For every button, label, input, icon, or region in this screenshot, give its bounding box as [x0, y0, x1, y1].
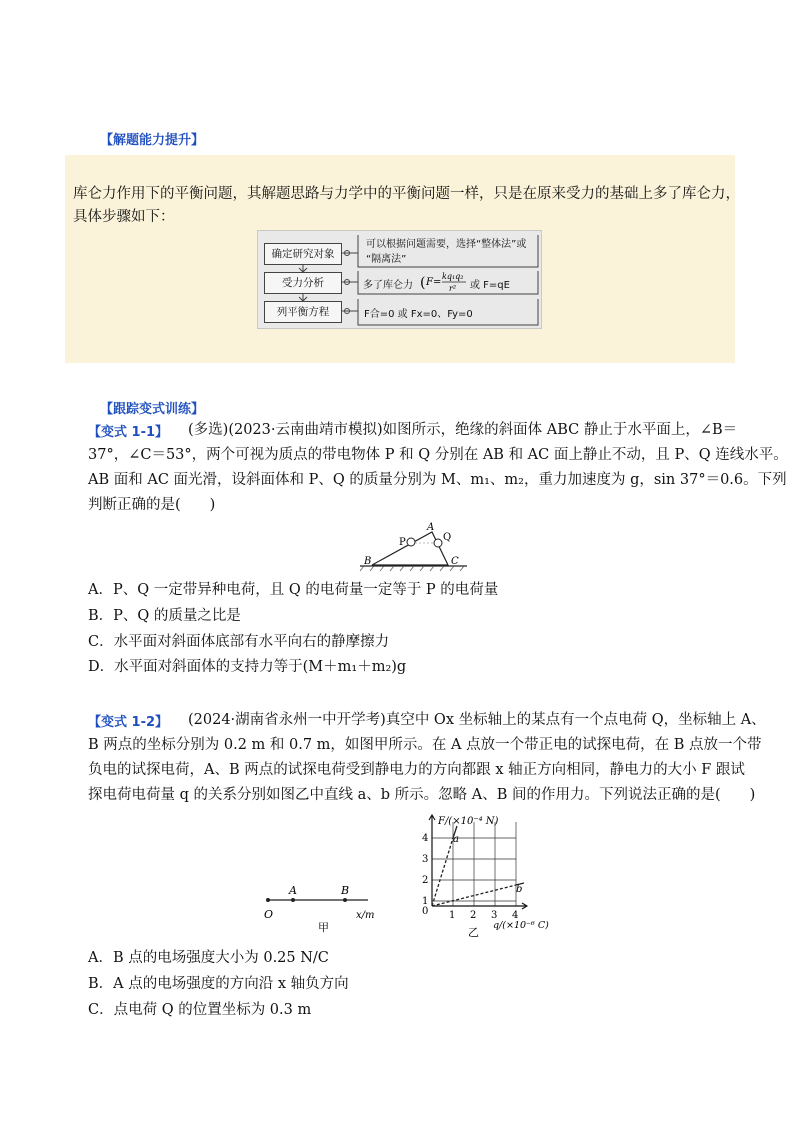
q2-option-a: A．B 点的电场强度大小为 0.25 N/C	[88, 950, 329, 966]
procedure-flowchart	[257, 230, 542, 329]
q2-tag: 【变式 1-2】	[88, 715, 169, 730]
yi-line-a-label: a	[453, 834, 459, 845]
q1-line-4: 判断正确的是( )	[88, 497, 216, 513]
tip-line-1: 库仑力作用下的平衡问题，其解题思路与力学中的平衡问题一样，只是在原来受力的基础上多了库仑力，	[73, 186, 740, 202]
svg-text:kq₁q₂: kq₁q₂	[442, 272, 464, 281]
svg-text:F=: F=	[426, 277, 442, 288]
flow-note-2b: 或 F=qE	[470, 280, 510, 291]
yi-caption: 乙	[468, 926, 479, 939]
jia-label-O: O	[264, 908, 274, 921]
flow-note-2a: 多了库仑力	[363, 280, 413, 291]
flow-step-3: 列平衡方程	[264, 301, 342, 323]
yi-origin: 0	[422, 906, 429, 917]
q1-option-b: B．P、Q 的质量之比是	[88, 608, 241, 624]
yi-xlabel: q/(×10⁻⁶ C)	[493, 920, 549, 931]
figure-label-A: A	[427, 522, 435, 533]
q1-option-a: A．P、Q 一定带异种电荷，且 Q 的电荷量一定等于 P 的电荷量	[88, 582, 499, 598]
flow-note-3: F合=0 或 Fx=0、Fy=0	[364, 309, 473, 320]
yi-line-b-label: b	[516, 884, 523, 895]
flow-note-1b: “隔离法”	[366, 254, 407, 265]
incline-figure	[352, 522, 472, 572]
q1-tag: 【变式 1-1】	[88, 425, 169, 440]
flow-step-2: 受力分析	[264, 272, 342, 294]
jia-label-A: A	[289, 884, 297, 897]
q1-line-3: AB 面和 AC 面光滑，设斜面体和 P、Q 的质量分别为 M、m₁、m₂，重力加速度为 g，sin 37°＝0.6。下列	[88, 472, 787, 488]
q2-line-1: (2024·湖南省永州一中开学考)真空中 Ox 坐标轴上的某点有一个点电荷 Q，坐标轴上 A、	[188, 712, 766, 728]
q1-line-1: (多选)(2023·云南曲靖市模拟)如图所示，绝缘的斜面体 ABC 静止于水平面上，∠B＝	[188, 422, 738, 438]
figure-label-B: B	[364, 556, 372, 567]
yi-xtick-3: 3	[491, 910, 498, 921]
flow-note-1a: 可以根据问题需要，选择“整体法”或	[366, 239, 527, 250]
figure-label-Q: Q	[443, 532, 452, 543]
q1-line-2: 37°，∠C＝53°，两个可视为质点的带电物体 P 和 Q 分别在 AB 和 AC 面上静止不动，且 P、Q 连线水平。	[88, 447, 788, 463]
yi-ytick-3: 3	[422, 854, 429, 865]
yi-xtick-1: 1	[449, 910, 456, 921]
svg-text:r²: r²	[449, 284, 457, 293]
section-heading-ability: 【解题能力提升】	[100, 133, 205, 148]
yi-xtick-4: 4	[512, 910, 519, 921]
q2-line-2: B 两点的坐标分别为 0.2 m 和 0.7 m，如图甲所示。在 A 点放一个带正电的试探电荷，在 B 点放一个带	[88, 737, 762, 753]
yi-ytick-2: 2	[422, 875, 429, 886]
q2-line-3: 负电的试探电荷，A、B 两点的试探电荷受到静电力的方向都跟 x 轴正方向相同，静电力的大小 F 跟试	[88, 762, 745, 778]
section-heading-training: 【跟踪变式训练】	[100, 402, 205, 417]
tip-line-2: 具体步骤如下：	[73, 209, 175, 225]
yi-ytick-4: 4	[422, 833, 429, 844]
jia-label-x: x/m	[356, 910, 375, 921]
jia-label-B: B	[341, 884, 350, 897]
yi-ylabel: F/(×10⁻⁴ N)	[438, 816, 499, 827]
yi-xtick-2: 2	[470, 910, 477, 921]
q2-option-b: B．A 点的电场强度的方向沿 x 轴负方向	[88, 976, 349, 992]
yi-ytick-1: 1	[422, 896, 429, 907]
q2-line-4: 探电荷电荷量 q 的关系分别如图乙中直线 a、b 所示。忽略 A、B 间的作用力。下列说法正确的是( )	[88, 787, 756, 803]
figure-label-C: C	[451, 556, 459, 567]
q1-option-d: D．水平面对斜面体的支持力等于(M＋m₁＋m₂)g	[88, 659, 407, 675]
figure-label-P: P	[399, 537, 406, 548]
jia-caption: 甲	[318, 921, 329, 934]
figure-yi-graph	[418, 812, 568, 940]
svg-text:(: (	[420, 275, 426, 291]
flow-step-1: 确定研究对象	[264, 243, 342, 265]
q1-option-c: C．水平面对斜面体底部有水平向右的静摩擦力	[88, 634, 390, 650]
figure-jia-axis	[258, 875, 388, 935]
q2-option-c: C．点电荷 Q 的位置坐标为 0.3 m	[88, 1002, 312, 1018]
